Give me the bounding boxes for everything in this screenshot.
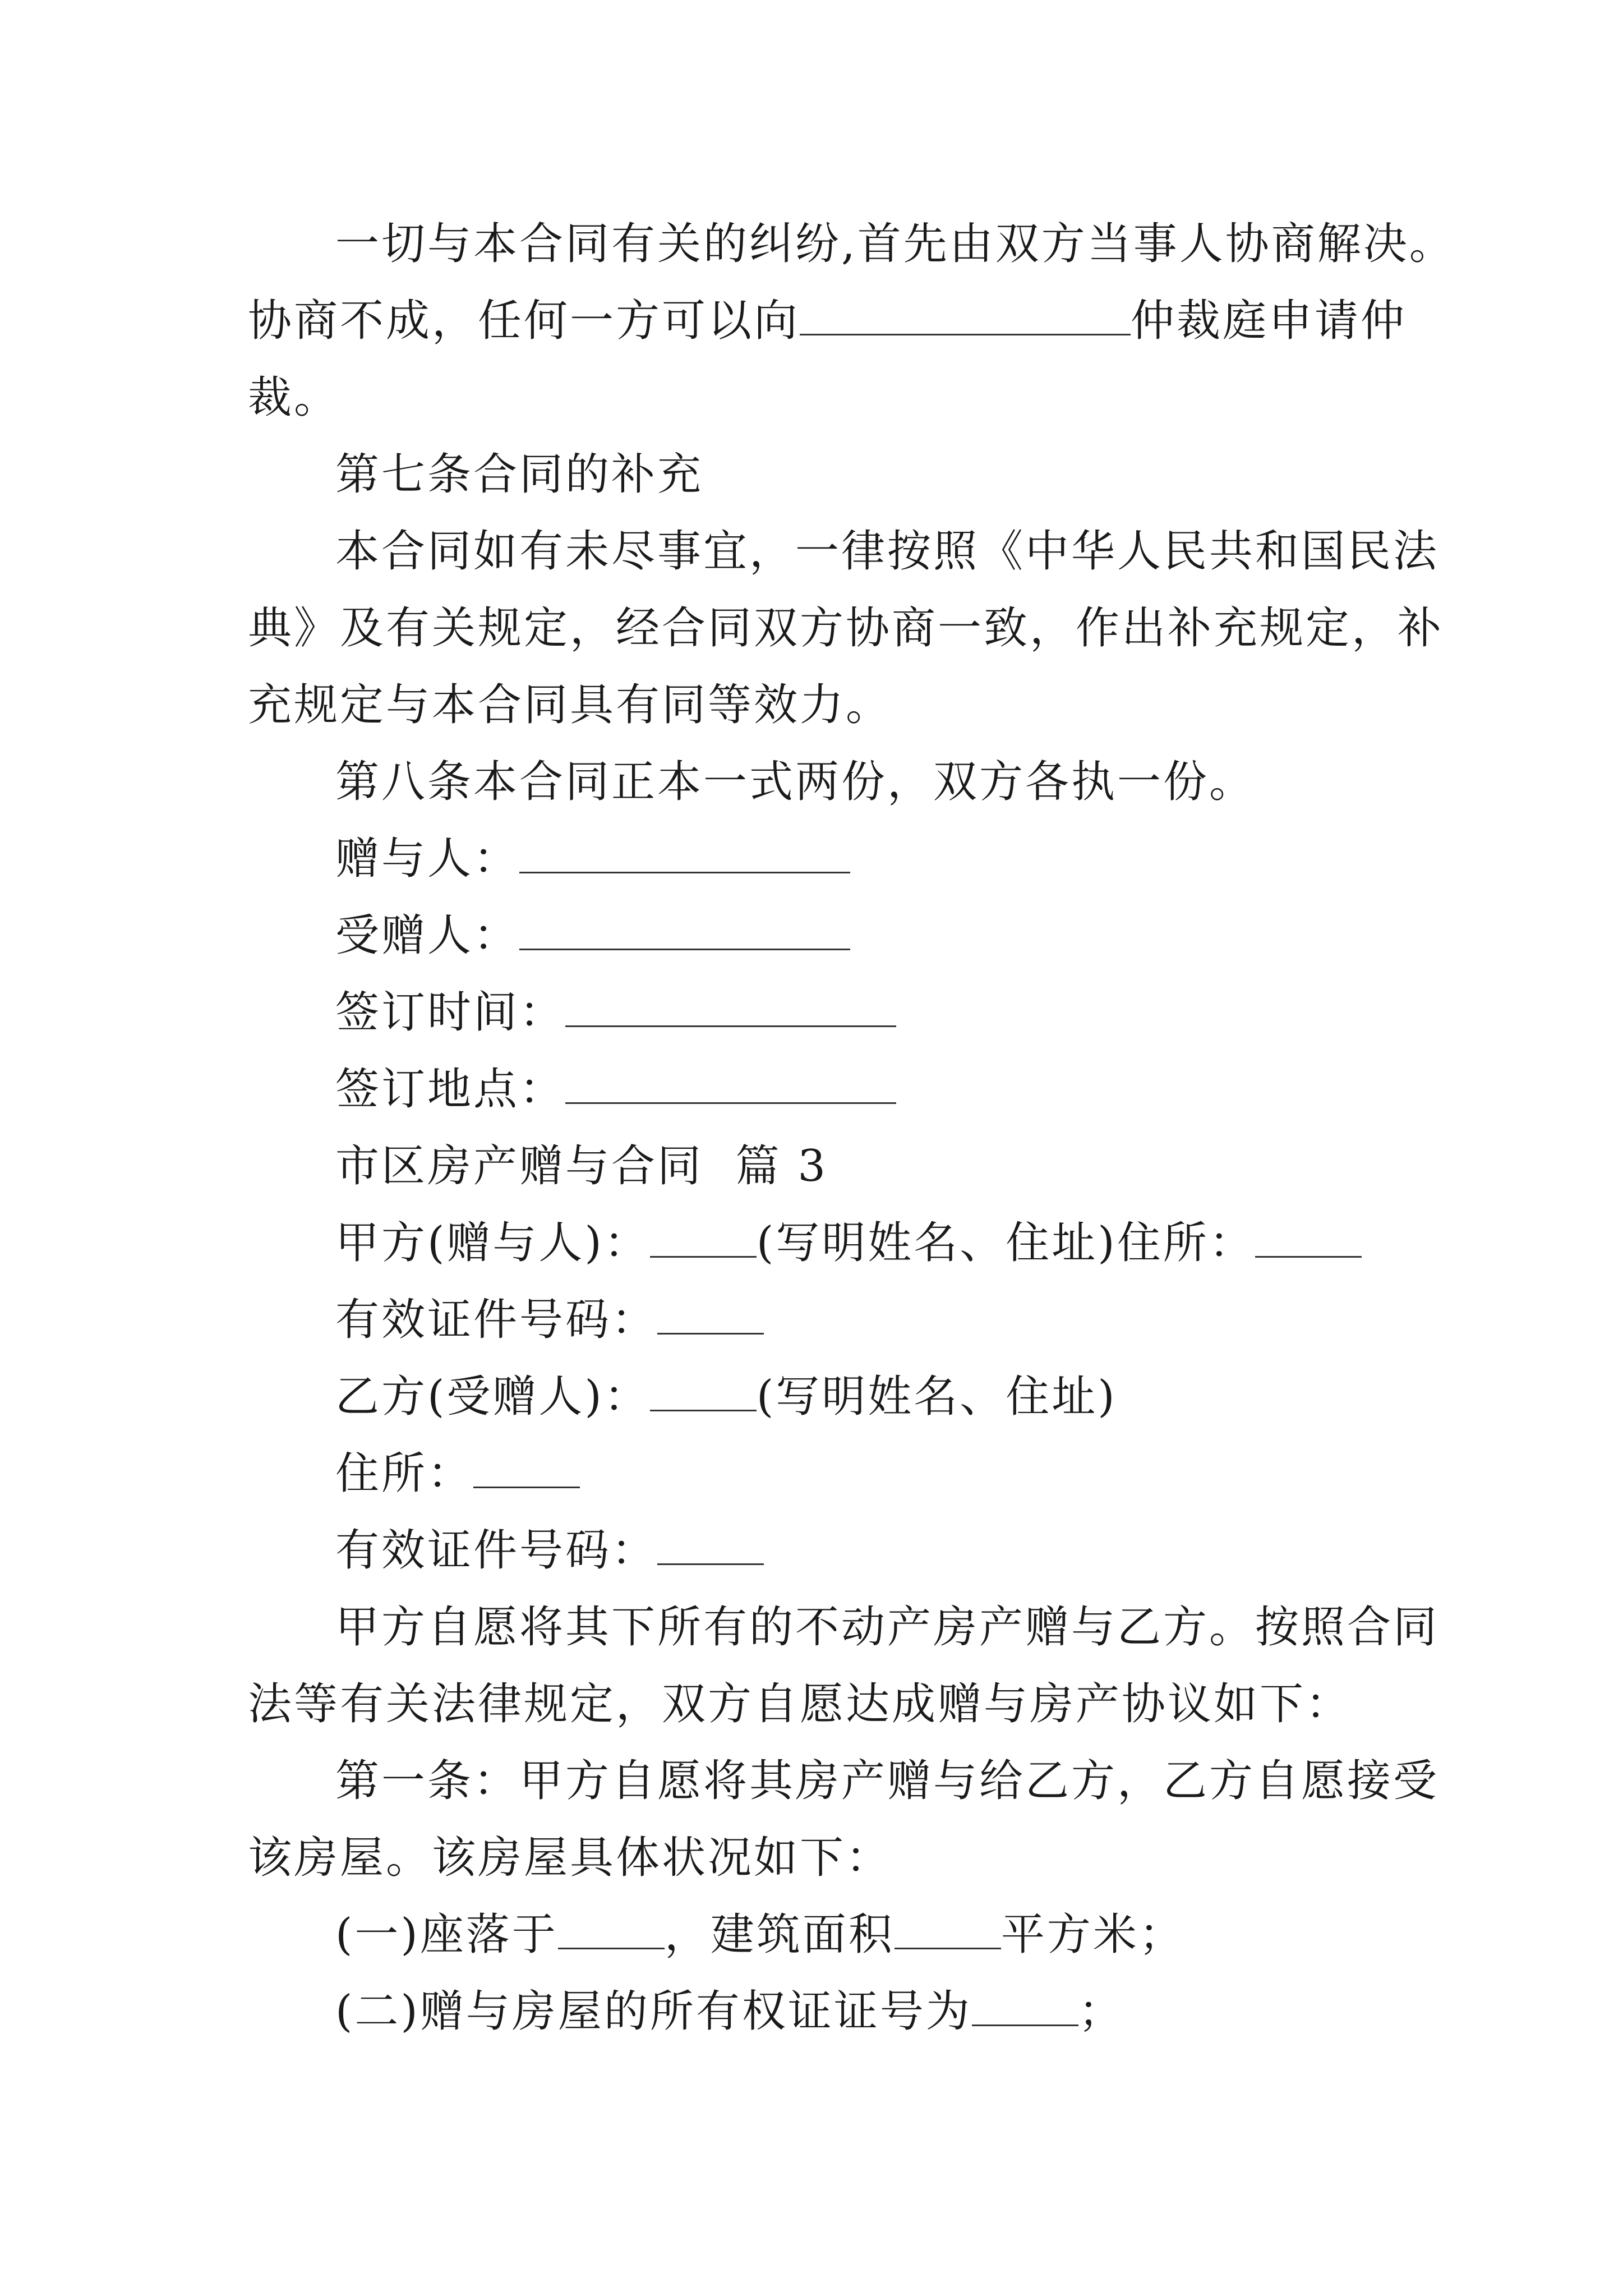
label: 赠与人： [335,834,520,884]
text: 协商不成，任何一方可以向 [248,296,800,346]
label: (写明姓名、住址)住所： [756,1218,1255,1268]
article-1-line2 [248,1830,892,1886]
text: 典》及有关规定，经合同双方协商一致，作出补充规定，补 [248,603,1444,654]
party-b-name-blank[interactable] [650,1370,757,1411]
section-3-title [335,1138,828,1194]
party-b-line [335,1369,1117,1425]
article-7-line1 [335,523,1439,579]
donor-blank[interactable] [519,832,850,873]
label: (写明姓名、住址) [756,1372,1117,1422]
label: 签订地点： [335,1064,566,1115]
label: ，建筑面积 [664,1910,895,1960]
donee-blank[interactable] [519,909,850,950]
arbitration-blank[interactable] [800,295,1131,335]
article-7-line2 [248,600,1444,656]
article-8 [335,754,1255,810]
article-7-title [335,447,703,503]
label: 签订时间： [335,987,566,1038]
area-blank[interactable] [895,1908,1001,1949]
party-b-id-blank[interactable] [657,1524,764,1565]
text: 裁。 [248,372,340,423]
text: 一切与本合同有关的纠纷,首先由双方当事人协商解决。 [335,219,1455,269]
party-a-line [335,1215,1362,1271]
donee-signature-line [335,908,850,964]
text: 市区房产赠与合同 篇 3 [335,1141,828,1191]
label: 有效证件号码： [335,1525,658,1576]
paragraph-dispute-line1 [335,216,1455,272]
article-1-line1 [335,1753,1439,1809]
party-b-id-line [335,1522,764,1579]
article-7-line3 [248,677,892,733]
intro-line2 [248,1676,1352,1732]
label: (二)赠与房屋的所有权证证号为 [335,1986,972,2037]
text: 仲裁庭申请仲 [1131,296,1407,346]
label: 乙方(受赠人)： [335,1372,650,1422]
sign-place-blank[interactable] [565,1063,896,1104]
text: 本合同如有未尽事宜，一律按照《中华人民共和国民法 [335,526,1440,577]
text: 充规定与本合同具有同等效力。 [248,680,892,730]
text: 法等有关法律规定，双方自愿达成赠与房产协议如下： [248,1679,1352,1729]
item-1-line [335,1907,1185,1963]
text: 该房屋。该房屋具体状况如下： [248,1833,892,1883]
sign-time-blank[interactable] [565,986,896,1027]
text: 第八条本合同正本一式两份，双方各执一份。 [335,757,1256,807]
paragraph-dispute-line2 [248,293,1407,349]
party-a-address-blank[interactable] [1255,1217,1362,1258]
certificate-number-blank[interactable] [972,1985,1078,2026]
label: 平方米； [1000,1910,1185,1960]
sign-time-line [335,984,896,1041]
label: 住所： [335,1448,474,1499]
party-a-id-blank[interactable] [657,1294,764,1335]
label: ； [1078,1986,1124,2037]
label: (一)座落于 [335,1910,558,1960]
text: 甲方自愿将其下所有的不动产房产赠与乙方。按照合同 [335,1602,1440,1653]
text: 第七条合同的补充 [335,449,704,500]
donor-signature-line [335,831,850,887]
label: 有效证件号码： [335,1295,658,1345]
party-a-id-line [335,1292,764,1348]
paragraph-dispute-line3 [248,370,340,426]
sign-place-line [335,1061,896,1117]
item-2-line [335,1984,1124,2040]
location-blank[interactable] [558,1908,665,1949]
label: 甲方(赠与人)： [335,1218,650,1268]
text: 第一条：甲方自愿将其房产赠与给乙方，乙方自愿接受 [335,1756,1440,1806]
party-b-address-line [335,1446,580,1502]
intro-line1 [335,1599,1439,1655]
party-b-address-blank[interactable] [473,1447,580,1488]
label: 受赠人： [335,910,520,961]
party-a-name-blank[interactable] [650,1217,757,1258]
